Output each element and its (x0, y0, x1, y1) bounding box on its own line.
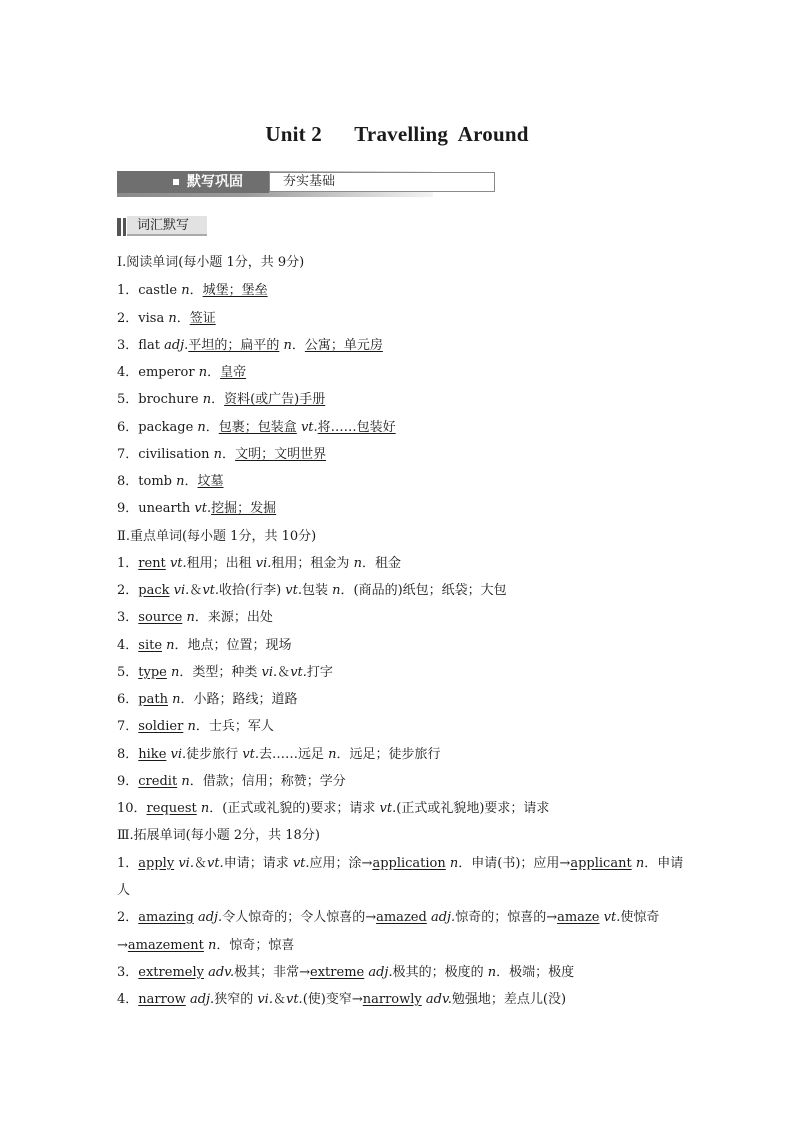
answer-text: credit (138, 774, 178, 789)
text-line (117, 254, 697, 272)
part-of-speech: vi. (255, 556, 272, 571)
square-bullet-icon (173, 179, 179, 185)
part-of-speech: adv. (425, 992, 452, 1007)
line-text: 人 (117, 883, 131, 898)
part-of-speech: vt. (194, 501, 212, 516)
text-line (117, 964, 697, 982)
part-of-speech: n (635, 856, 645, 871)
line-text: (使)变窄→ (302, 992, 363, 1007)
line-text: 9． (117, 774, 139, 789)
part-of-speech: adj. (430, 910, 456, 925)
answer-text: 包裹；包装盒 (218, 420, 297, 435)
line-text: 3． (117, 610, 139, 625)
part-of-speech: vt. (292, 856, 310, 871)
line-text: ．类型；种类 (179, 665, 262, 680)
answer-text: amazing (138, 910, 194, 925)
line-text: 2．visa (117, 311, 169, 326)
answer-text: narrowly (362, 992, 422, 1007)
line-text: 4． (117, 638, 139, 653)
banner-dark-tab (117, 171, 269, 193)
line-text: ．(正式或礼貌的)要求；请求 (209, 801, 380, 816)
answer-text: 皇帝 (220, 365, 247, 380)
text-line (117, 773, 697, 791)
line-text: ＆ (193, 856, 207, 871)
part-of-speech: n (208, 938, 217, 953)
answer-text: application (372, 856, 446, 871)
text-line (117, 500, 697, 518)
banner-dark-label: 默写巩固 (187, 174, 243, 190)
line-text: ． (184, 474, 198, 489)
answer-text: pack (138, 583, 170, 598)
line-text: 6．package (117, 420, 198, 435)
answer-text: apply (138, 856, 175, 871)
answer-text: amazement (127, 938, 204, 953)
text-line (117, 827, 697, 845)
line-text: 4．emperor (117, 365, 199, 380)
line-text: 5．brochure (117, 392, 203, 407)
line-text: ．(商品的)纸包；纸袋；大包 (340, 583, 507, 598)
part-of-speech: vt. (603, 910, 621, 925)
answer-text: narrow (138, 992, 186, 1007)
part-of-speech: vi. (178, 856, 194, 871)
line-text: 1． (117, 556, 139, 571)
line-text: 5． (117, 665, 139, 680)
line-text: ＆ (277, 665, 291, 680)
part-of-speech: adj. (197, 910, 223, 925)
answer-text: 签证 (189, 311, 216, 326)
text-line (117, 746, 697, 764)
part-of-speech: vt. (169, 556, 187, 571)
part-of-speech: n (213, 447, 223, 462)
part-of-speech: n (449, 856, 459, 871)
part-of-speech: adj. (368, 965, 393, 980)
line-text: 1．castle (117, 283, 182, 298)
part-of-speech: adj. (189, 992, 215, 1007)
part-of-speech: vi. (173, 583, 190, 598)
line-text: 租用；出租 (186, 556, 256, 571)
line-text: 极其；非常→ (234, 965, 311, 980)
part-of-speech: n (332, 583, 341, 598)
text-line (117, 691, 697, 709)
part-of-speech: vt. (202, 583, 220, 598)
part-of-speech: n (283, 338, 292, 353)
line-text: ．来源；出处 (194, 610, 273, 625)
line-text: ．远足；徒步旅行 (336, 747, 441, 762)
text-line (117, 310, 697, 328)
line-text: ．士兵；军人 (195, 719, 274, 734)
answer-text: extremely (138, 965, 204, 980)
text-line (117, 909, 697, 927)
part-of-speech: vt. (206, 856, 224, 871)
part-of-speech: n (487, 965, 497, 980)
part-of-speech: n (171, 665, 180, 680)
answer-text: type (138, 665, 167, 680)
text-line (117, 473, 697, 491)
part-of-speech: n (181, 774, 190, 789)
text-line (117, 337, 697, 355)
line-text: 包装 (302, 583, 333, 598)
line-text: ． (205, 420, 219, 435)
line-text: 3． (117, 965, 139, 980)
part-of-speech: n (187, 719, 196, 734)
line-text: 4． (117, 992, 139, 1007)
line-text: ＆ (272, 992, 286, 1007)
page-title: Unit 2 Travelling Around (265, 122, 529, 146)
part-of-speech: vt. (379, 801, 397, 816)
line-text: → (117, 938, 128, 953)
line-text: 勉强地；差点儿(没) (451, 992, 567, 1007)
answer-text: hike (138, 747, 167, 762)
line-text: 打字 (306, 665, 333, 680)
text-line (117, 446, 697, 464)
part-of-speech: adj. (164, 338, 189, 353)
part-of-speech: n (328, 747, 337, 762)
part-of-speech: vt. (242, 747, 260, 762)
part-of-speech: n (197, 420, 206, 435)
part-of-speech: adv. (208, 965, 235, 980)
line-text: 去……远足 (259, 747, 329, 762)
text-line (117, 582, 697, 600)
line-text: ．租金 (361, 556, 401, 571)
text-line (117, 882, 697, 900)
text-line (117, 991, 697, 1009)
section-tag (117, 216, 207, 238)
part-of-speech: n (200, 801, 210, 816)
part-of-speech: n (202, 392, 212, 407)
tag-bar-icon (117, 218, 121, 236)
text-line (117, 391, 697, 409)
text-line (117, 555, 697, 573)
text-line (117, 637, 697, 655)
part-of-speech: n (186, 610, 195, 625)
line-text: 1． (117, 856, 139, 871)
line-text: (正式或礼貌地)要求；请求 (396, 801, 550, 816)
section-banner (117, 171, 433, 197)
line-text: 7． (117, 719, 139, 734)
line-text: ． (176, 311, 190, 326)
part-of-speech: vt. (290, 665, 307, 680)
line-text: ． (222, 447, 236, 462)
text-line (117, 419, 697, 437)
line-text: 8．tomb (117, 474, 177, 489)
part-of-speech: n (198, 365, 208, 380)
line-text: ． (189, 283, 203, 298)
banner-light-tab: 夯实基础 (269, 172, 495, 192)
line-text: Ⅲ.拓展单词(每小题 2分，共 18分) (117, 828, 320, 843)
line-text: ．借款；信用；称赞；学分 (189, 774, 346, 789)
section-tag-label: 词汇默写 (127, 216, 207, 236)
line-text: Ⅱ.重点单词(每小题 1分，共 10分) (117, 529, 317, 544)
answer-text: source (138, 610, 183, 625)
line-text: 极其的；极度的 (392, 965, 488, 980)
answer-text: 将……包装好 (317, 420, 396, 435)
line-text: 收拾(行李) (219, 583, 286, 598)
text-line (117, 937, 697, 955)
text-line (117, 855, 697, 873)
line-text: ．惊奇；惊喜 (216, 938, 295, 953)
line-text: 徒步旅行 (186, 747, 243, 762)
text-line (117, 609, 697, 627)
line-text: 狭窄的 (214, 992, 258, 1007)
answer-text: rent (138, 556, 166, 571)
part-of-speech: n (168, 311, 177, 326)
line-text: 9．unearth (117, 501, 195, 516)
part-of-speech: n (353, 556, 362, 571)
text-line (117, 718, 697, 736)
part-of-speech: vi. (257, 992, 273, 1007)
line-text: 租用；租金为 (271, 556, 354, 571)
answer-text: soldier (138, 719, 184, 734)
tag-bar-icon (123, 218, 126, 236)
text-line (117, 364, 697, 382)
line-text: ． (211, 392, 225, 407)
line-text: 10． (117, 801, 147, 816)
answer-text: amaze (557, 910, 600, 925)
line-text: 6． (117, 692, 139, 707)
part-of-speech: vi. (261, 665, 278, 680)
part-of-speech: n (176, 474, 185, 489)
line-text: ．极端；极度 (496, 965, 575, 980)
answer-text: request (146, 801, 197, 816)
text-line (117, 664, 697, 682)
answer-text: 文明；文明世界 (235, 447, 327, 462)
part-of-speech: vi. (170, 747, 187, 762)
line-text: 8． (117, 747, 139, 762)
part-of-speech: vt. (285, 583, 302, 598)
line-text: 2． (117, 583, 139, 598)
part-of-speech: vt. (285, 992, 303, 1007)
line-text: ＆ (189, 583, 203, 598)
answer-text: 资料(或广告)手册 (224, 392, 326, 407)
part-of-speech: n (166, 638, 175, 653)
part-of-speech: n (172, 692, 181, 707)
line-text: 惊奇的；惊喜的→ (455, 910, 558, 925)
line-text: 令人惊奇的；令人惊喜的→ (222, 910, 377, 925)
line-text: ．申请 (644, 856, 684, 871)
line-text: ． (291, 338, 305, 353)
answer-text: amazed (376, 910, 427, 925)
answer-text: path (138, 692, 168, 707)
text-line (117, 528, 697, 546)
answer-text: 挖掘；发掘 (211, 501, 277, 516)
text-line (117, 282, 697, 300)
line-text: ． (207, 365, 221, 380)
line-text: 申请；请求 (223, 856, 293, 871)
answer-text: 坟墓 (197, 474, 224, 489)
answer-text: applicant (570, 856, 632, 871)
line-text: 3．flat (117, 338, 165, 353)
answer-text: 城堡；堡垒 (202, 283, 268, 298)
answer-text: 平坦的；扁平的 (188, 338, 280, 353)
answer-text: site (138, 638, 163, 653)
line-text: ．地点；位置；现场 (174, 638, 292, 653)
line-text: 2． (117, 910, 139, 925)
line-text: 应用；涂→ (309, 856, 373, 871)
text-line (117, 800, 697, 818)
answer-text: extreme (310, 965, 365, 980)
part-of-speech: vt. (300, 420, 318, 435)
line-text: 使惊奇 (620, 910, 660, 925)
answer-text: 公寓；单元房 (304, 338, 383, 353)
line-text: ．小路；路线；道路 (180, 692, 298, 707)
line-text: ．申请(书)；应用→ (458, 856, 571, 871)
line-text: Ⅰ.阅读单词(每小题 1分，共 9分) (117, 255, 305, 270)
part-of-speech: n (181, 283, 190, 298)
line-text: 7．civilisation (117, 447, 214, 462)
